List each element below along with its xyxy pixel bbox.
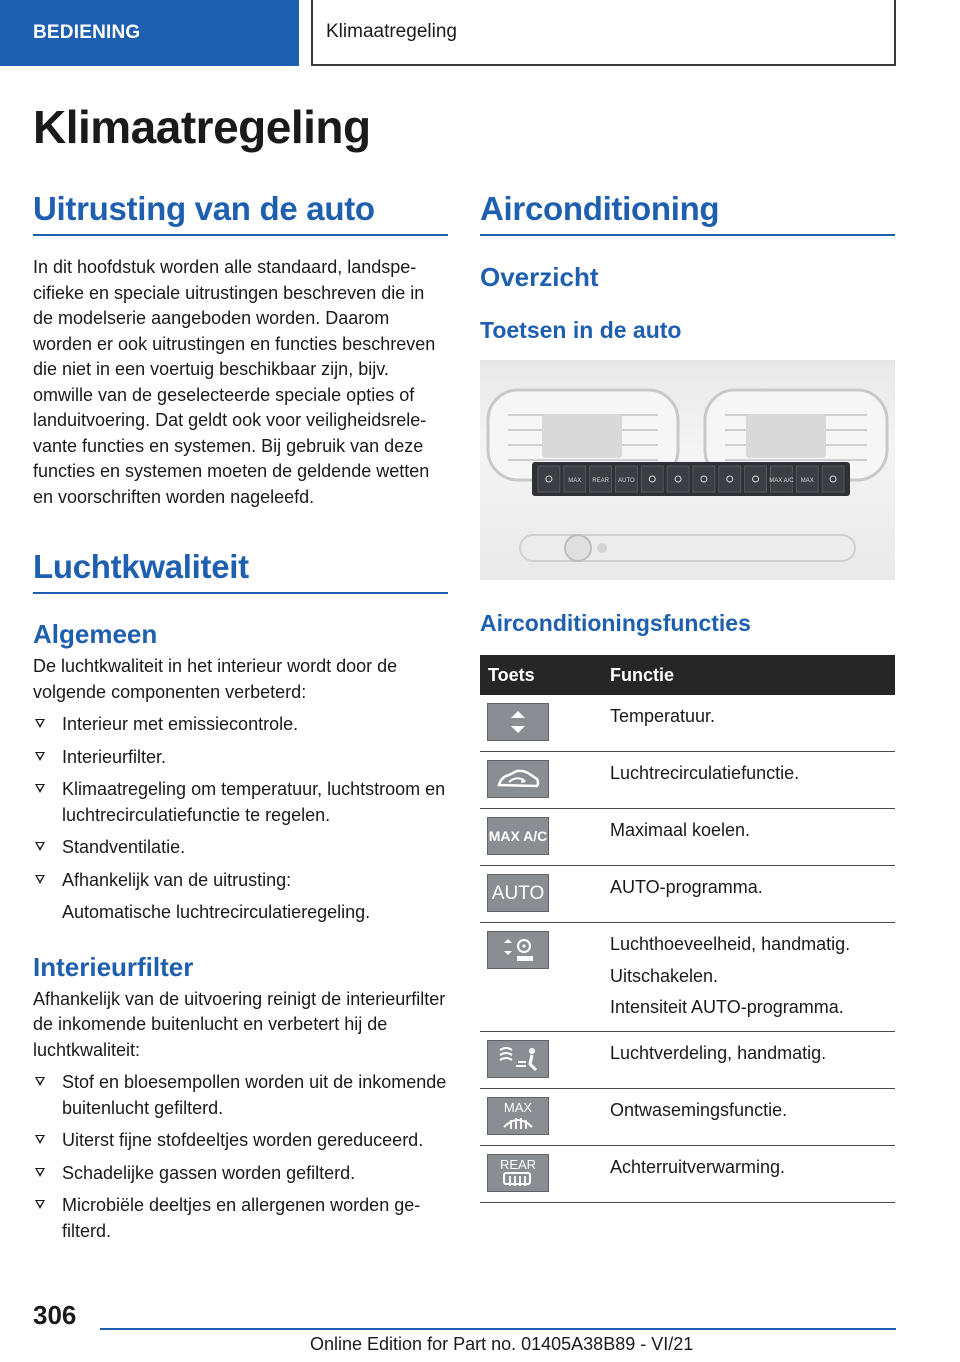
list-item: Schadelijke gassen worden gefilterd.	[33, 1161, 448, 1187]
panel-button-label: REAR	[592, 478, 609, 484]
bullet-triangle-icon	[35, 784, 45, 793]
table-row: MAX A/C Maximaal koelen.	[480, 809, 895, 866]
air-distribution-icon	[487, 1040, 549, 1078]
table-row: AUTO AUTO-programma.	[480, 866, 895, 923]
bullet-triangle-icon	[35, 1077, 45, 1086]
table-row: Luchthoeveelheid, handmatig. Uitschakelen. Intensiteit AUTO-programma.	[480, 923, 895, 1032]
max-ac-icon: MAX A/C	[487, 817, 549, 855]
list-item: Klimaatregeling om temperatuur, luchtstroom en luchtrecirculatiefunctie te regelen.	[33, 777, 448, 828]
right-column	[480, 190, 895, 1203]
bullet-triangle-icon	[35, 875, 45, 884]
panel-button-label: MAX A/C	[769, 478, 794, 484]
filter-list	[33, 1070, 448, 1244]
table-row: Temperatuur.	[480, 695, 895, 752]
panel-button	[538, 466, 560, 492]
functions-heading: Airconditioningsfuncties	[480, 610, 751, 636]
table-row: MAX Ontwasemingsfunctie.	[480, 1088, 895, 1145]
panel-button	[719, 466, 741, 492]
page-title: Klimaatregeling	[33, 101, 371, 153]
overview-heading: Overzicht	[480, 262, 599, 292]
list-item: Standventilatie.	[33, 835, 448, 861]
panel-button-label: AUTO	[618, 478, 635, 484]
climate-panel-illustration	[480, 360, 895, 580]
list-item: Afhankelijk van de uitrusting: Automatische luchtrecirculatieregeling.	[33, 868, 448, 926]
recirculation-icon	[487, 760, 549, 798]
bullet-triangle-icon	[35, 1200, 45, 1209]
equipment-heading: Uitrusting van de auto	[33, 190, 448, 236]
air-quality-heading: Luchtkwaliteit	[33, 548, 448, 594]
bullet-triangle-icon	[35, 752, 45, 761]
table-row: REAR Achterruitverwarming.	[480, 1145, 895, 1202]
equipment-text: In dit hoofdstuk worden alle standaard, landspecifieke en speciale uitrustingen beschreven die in de modelserie aangeboden worden. Daarom worden er ook uitrustingen en functies beschreven die niet in een voertuig beschikbaar zijn, bijv. omwille van de geselecteerde speciale opties of landuitvoering. Dat geldt ook voor veiligheidsrelevante functies en systemen. Bij gebruik van deze functies en systemen moeten de geldende wetten en voorschriften worden nageleefd.	[33, 257, 436, 507]
general-intro: De luchtkwaliteit in het interieur wordt door de volgende componenten verbeterd:	[33, 656, 398, 702]
general-list	[33, 712, 448, 926]
footer-rule	[100, 1328, 896, 1330]
climate-panel-photo	[480, 360, 895, 580]
list-item: Stof en bloesempollen worden uit de inkomende buitenlucht gefilterd.	[33, 1070, 448, 1121]
left-column	[33, 190, 448, 1244]
temperature-arrows-icon	[487, 703, 549, 741]
list-item: Interieur met emissiecontrole.	[33, 712, 448, 738]
bullet-triangle-icon	[35, 1168, 45, 1177]
panel-button	[641, 466, 663, 492]
table-row: Luchtrecirculatiefunctie.	[480, 752, 895, 809]
table-header-row	[480, 655, 895, 695]
list-sub-item: Automatische luchtrecirculatieregeling.	[62, 902, 371, 922]
chapter-tab: Klimaatregeling	[311, 0, 896, 66]
list-item: Microbiële deeltjes en allergenen worden gefilterd.	[33, 1193, 448, 1244]
airconditioning-heading: Airconditioning	[480, 190, 895, 236]
section-tab: BEDIENING	[0, 0, 299, 66]
column-header-function: Functie	[610, 655, 895, 695]
filter-heading: Interieurfilter	[33, 951, 194, 982]
page-number: 306	[33, 1300, 77, 1330]
bullet-triangle-icon	[35, 842, 45, 851]
functions-table	[480, 655, 895, 1203]
fan-off-icon	[487, 931, 549, 969]
general-heading: Algemeen	[33, 619, 158, 649]
rear-defrost-icon: REAR	[487, 1154, 549, 1192]
bullet-triangle-icon	[35, 719, 45, 728]
panel-button	[693, 466, 715, 492]
panel-button-label: MAX	[568, 478, 582, 484]
list-item: Uiterst fijne stofdeeltjes worden gereduceerd.	[33, 1128, 448, 1154]
panel-button	[822, 466, 844, 492]
list-item: Interieurfilter.	[33, 745, 448, 771]
column-header-key: Toets	[480, 655, 610, 695]
panel-button	[667, 466, 689, 492]
table-row: Luchtverdeling, handmatig.	[480, 1031, 895, 1088]
auto-icon: AUTO	[487, 874, 549, 912]
panel-button-label: MAX	[800, 478, 814, 484]
max-defrost-icon: MAX	[487, 1097, 549, 1135]
filter-intro: Afhankelijk van de uitvoering reinigt de interieurfilter de inkomende buitenlucht en verbetert hij de luchtkwaliteit:	[33, 988, 446, 1060]
panel-button	[745, 466, 767, 492]
buttons-heading: Toetsen in de auto	[480, 317, 682, 343]
footer-edition: Online Edition for Part no. 01405A38B89 - VI/21	[310, 1334, 694, 1354]
bullet-triangle-icon	[35, 1135, 45, 1144]
